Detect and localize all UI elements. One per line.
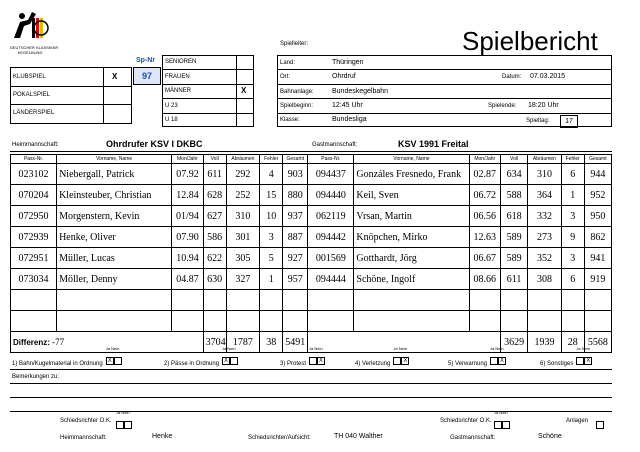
check-boxes (309, 346, 325, 370)
guest-fehler-cell: 3 (561, 248, 584, 269)
guest-gesamt-cell (584, 311, 611, 332)
nein-label: Nein (111, 346, 120, 351)
home-fehler-cell: 5 (260, 248, 283, 269)
col-monjahr: Mon/Jahr (172, 155, 203, 164)
table-row (11, 164, 612, 185)
ja-label: Ja (116, 410, 121, 415)
ja-label: Ja (309, 346, 314, 351)
dkbc-logo (10, 8, 59, 55)
table-row (11, 227, 612, 248)
gast-team: KSV 1991 Freital (398, 139, 469, 149)
home-monjahr-cell (172, 290, 203, 311)
home-fehler-cell: 15 (260, 185, 283, 206)
footer-ja-nein-left (116, 410, 130, 415)
guest-passnr-cell: 062119 (308, 206, 354, 227)
home-name-cell: Möller, Denny (57, 269, 172, 290)
guest-passnr-cell: 094440 (308, 185, 354, 206)
home-gesamt-cell: 937 (283, 206, 308, 227)
home-passnr-cell (11, 311, 57, 332)
home-abr-cell: 252 (226, 185, 260, 206)
check-item (12, 346, 122, 370)
col-abr-guest: Abräumen (528, 155, 562, 164)
guest-voll-cell: 618 (500, 206, 527, 227)
col-abr: Abräumen (226, 155, 260, 164)
table-row (11, 248, 612, 269)
klasse-label: Klasse: (280, 117, 300, 123)
datum-label: Datum: (502, 74, 522, 80)
home-passnr-cell (11, 290, 57, 311)
home-voll-cell: 622 (203, 248, 226, 269)
nein-label: Nein (314, 346, 323, 351)
schiri2-ja-checkbox[interactable] (494, 421, 502, 429)
guest-abr-cell: 273 (528, 227, 562, 248)
nein-label: Nein (227, 346, 236, 351)
nein-label: Nein (398, 346, 407, 351)
guest-fehler-cell: 9 (561, 227, 584, 248)
col-fehler-guest: Fehler (561, 155, 584, 164)
check-ja-checkbox[interactable] (490, 357, 498, 365)
check-ja-checkbox[interactable]: X (107, 357, 112, 364)
guest-monjahr-cell (469, 311, 500, 332)
ort-value: Ohrdruf (332, 73, 356, 80)
check-boxes (576, 346, 592, 370)
spielbeginn-value: 12:45 Uhr (332, 102, 363, 109)
table-row (11, 185, 612, 206)
col-fehler: Fehler (260, 155, 283, 164)
home-monjahr-cell: 04.87 (172, 269, 203, 290)
guest-gesamt-cell: 941 (584, 248, 611, 269)
spieltag-box (560, 115, 578, 128)
col-name-guest: Vorname, Name (354, 155, 469, 164)
guest-monjahr-cell: 06.72 (469, 185, 500, 206)
check-item (448, 346, 506, 370)
check-ja-checkbox[interactable] (393, 357, 401, 365)
guest-gesamt-cell: 919 (584, 269, 611, 290)
home-voll-cell: 630 (203, 269, 226, 290)
ja-nein-label (393, 346, 407, 351)
ja-nein-label (490, 346, 504, 351)
guest-name-cell: Gotthardt, Jörg (354, 248, 469, 269)
home-monjahr-cell: 12.84 (172, 185, 203, 206)
guest-voll-cell: 588 (500, 185, 527, 206)
check-boxes (105, 346, 122, 370)
class-maenner-mark: X (241, 86, 247, 95)
home-gesamt-cell: 880 (283, 185, 308, 206)
guest-fehler-cell: 6 (561, 164, 584, 185)
home-gesamt-cell: 957 (283, 269, 308, 290)
ja-label: Ja (105, 346, 110, 351)
home-voll-cell: 627 (203, 206, 226, 227)
guest-total-gesamt: 5568 (584, 332, 611, 353)
guest-gesamt-cell: 950 (584, 206, 611, 227)
check-nein-checkbox[interactable]: X (319, 357, 324, 364)
nein-label: Nein (499, 410, 508, 415)
guest-abr-cell: 352 (528, 248, 562, 269)
guest-name-cell (354, 290, 469, 311)
bahnanlage-label: Bahnanlage: (280, 89, 314, 95)
home-passnr-cell: 023102 (11, 164, 57, 185)
home-fehler-cell: 10 (260, 206, 283, 227)
col-name: Vorname, Name (57, 155, 172, 164)
col-gesamt-guest: Gesamt (584, 155, 611, 164)
footer-ja-nein-right (494, 410, 508, 415)
check-label: 1) Bahn/Kugelmaterial in Ordnung (12, 361, 103, 367)
guest-monjahr-cell: 08.66 (469, 269, 500, 290)
schiri-ja-checkbox[interactable] (116, 421, 124, 429)
ja-label: Ja (576, 346, 581, 351)
home-abr-cell: 292 (226, 164, 260, 185)
table-row (11, 311, 612, 332)
guest-passnr-cell: 001569 (308, 248, 354, 269)
diff-value: -77 (52, 337, 65, 347)
home-voll-cell: 628 (203, 185, 226, 206)
footer-boxes-left (116, 416, 132, 434)
home-abr-cell: 305 (226, 248, 260, 269)
check-item (540, 346, 592, 370)
home-voll-cell: 611 (203, 164, 226, 185)
guest-gesamt-cell (584, 290, 611, 311)
home-abr-cell: 327 (226, 269, 260, 290)
home-fehler-cell (260, 290, 283, 311)
check-label: 3) Protest (280, 361, 307, 367)
home-voll-cell (203, 311, 226, 332)
guest-name-cell: Knöpchen, Mirko (354, 227, 469, 248)
datum-value: 07.03.2015 (530, 73, 566, 80)
guest-gesamt-cell: 862 (584, 227, 611, 248)
table-header (11, 155, 612, 164)
check-nein-checkbox[interactable] (230, 357, 238, 365)
guest-fehler-cell: 3 (561, 206, 584, 227)
check-ja-checkbox[interactable] (576, 357, 584, 365)
check-nein-checkbox[interactable]: X (403, 357, 408, 364)
home-passnr-cell: 073034 (11, 269, 57, 290)
kegler-logo-icon (10, 8, 50, 40)
guest-abr-cell: 364 (528, 185, 562, 206)
guest-passnr-cell: 094444 (308, 269, 354, 290)
class-frauen: FRAUEN (165, 74, 190, 80)
table-row (11, 269, 612, 290)
check-item (164, 346, 238, 370)
guest-name-cell: Keil, Sven (354, 185, 469, 206)
col-voll: Voll (203, 155, 226, 164)
bahnanlage-value: Bundeskegelbahn (332, 88, 389, 95)
ja-label: Ja (490, 346, 495, 351)
anlagen-checkbox[interactable] (596, 421, 604, 429)
home-gesamt-cell: 927 (283, 248, 308, 269)
footer-heim-sig: Henke (152, 433, 173, 440)
check-label: 5) Verwarnung (448, 361, 488, 367)
class-u23: U 23 (165, 103, 178, 109)
check-ja-checkbox[interactable]: X (224, 357, 229, 364)
guest-gesamt-cell: 944 (584, 164, 611, 185)
footer-gast-label: Gastmannschaft: (450, 435, 496, 441)
guest-voll-cell: 589 (500, 227, 527, 248)
home-abr-cell (226, 311, 260, 332)
guest-voll-cell (500, 311, 527, 332)
home-total-abr: 1787 (226, 332, 260, 353)
spielleiter-label: Spielleiter: (280, 41, 309, 47)
guest-fehler-cell (561, 290, 584, 311)
guest-passnr-cell (308, 290, 354, 311)
footer-gast-sig: Schöne (538, 433, 562, 440)
schiri-nein-checkbox[interactable] (124, 421, 132, 429)
home-monjahr-cell: 01/94 (172, 206, 203, 227)
guest-gesamt-cell: 952 (584, 185, 611, 206)
check-label: 6) Sonstiges (540, 361, 574, 367)
schiri-ok-left: Schiedsrichter O.K. (60, 418, 112, 424)
guest-monjahr-cell: 12.63 (469, 227, 500, 248)
guest-passnr-cell: 094437 (308, 164, 354, 185)
guest-abr-cell (528, 311, 562, 332)
home-name-cell: Morgenstern, Kevin (57, 206, 172, 227)
guest-monjahr-cell: 06.56 (469, 206, 500, 227)
guest-abr-cell (528, 290, 562, 311)
check-ja-checkbox[interactable] (309, 357, 317, 365)
spnr-value: 97 (141, 71, 152, 81)
home-name-cell: Kleinsteuber, Christian (57, 185, 172, 206)
bemerkungen-label: Bemerkungen zu: (12, 374, 60, 380)
guest-voll-cell: 589 (500, 248, 527, 269)
home-passnr-cell: 070204 (11, 185, 57, 206)
table-row (11, 206, 612, 227)
home-abr-cell (226, 290, 260, 311)
col-monjahr-guest: Mon/Jahr (469, 155, 500, 164)
ja-nein-label (222, 346, 236, 351)
check-item (280, 346, 325, 370)
home-total-fehler: 38 (260, 332, 283, 353)
home-gesamt-cell (283, 311, 308, 332)
guest-monjahr-cell (469, 290, 500, 311)
ja-nein-label (576, 346, 590, 351)
klasse-value: Bundesliga (332, 116, 367, 123)
home-abr-cell: 310 (226, 206, 260, 227)
class-senioren: SENIOREN (165, 59, 197, 65)
land-label: Land: (280, 60, 296, 66)
spielende-label: Spielende: (488, 103, 517, 109)
check-item (355, 346, 409, 370)
guest-abr-cell: 308 (528, 269, 562, 290)
logo-text-1: DEUTSCHER KLASSIKER (10, 45, 59, 50)
home-monjahr-cell (172, 311, 203, 332)
guest-total-fehler: 28 (561, 332, 584, 353)
guest-total-abr: 1939 (528, 332, 562, 353)
type-klubspiel-mark: X (112, 72, 118, 81)
guest-monjahr-cell: 06.67 (469, 248, 500, 269)
gast-label: Gastmannschaft: (312, 142, 358, 148)
spielbeginn-label: Spielbeginn: (280, 103, 314, 109)
footer-heim-label: Heimmannschaft: (60, 435, 107, 441)
footer-boxes-right (494, 416, 510, 434)
home-passnr-cell: 072939 (11, 227, 57, 248)
guest-name-cell: Schöne, Ingolf (354, 269, 469, 290)
guest-passnr-cell: 094442 (308, 227, 354, 248)
table-row (11, 290, 612, 311)
nein-label: Nein (581, 346, 590, 351)
ja-nein-label (309, 346, 323, 351)
class-maenner: MÄNNER (165, 88, 192, 94)
home-passnr-cell: 072951 (11, 248, 57, 269)
heim-label: Heimmannschaft: (12, 142, 59, 148)
home-total-gesamt: 5491 (283, 332, 308, 353)
type-pokalspiel: POKALSPIEL (13, 92, 51, 98)
guest-fehler-cell (561, 311, 584, 332)
footer-aufsicht-label: Schiedsrichter/Aufsicht: (248, 435, 311, 441)
check-nein-checkbox[interactable] (114, 357, 122, 365)
guest-voll-cell: 634 (500, 164, 527, 185)
home-gesamt-cell: 903 (283, 164, 308, 185)
guest-fehler-cell: 6 (561, 269, 584, 290)
home-total-voll: 3704 (203, 332, 226, 353)
guest-voll-cell (500, 290, 527, 311)
home-fehler-cell: 4 (260, 164, 283, 185)
check-boxes (222, 346, 238, 370)
home-gesamt-cell: 887 (283, 227, 308, 248)
check-label: 4) Verletzung (355, 361, 391, 367)
guest-fehler-cell: 1 (561, 185, 584, 206)
home-name-cell: Müller, Lucas (57, 248, 172, 269)
land-value: Thüringen (332, 59, 364, 66)
class-u18: U 18 (165, 117, 178, 123)
guest-name-cell: Gonzáles Fresnedo, Frank (354, 164, 469, 185)
player-table (10, 154, 612, 353)
home-voll-cell (203, 290, 226, 311)
schiri-ok-right: Schiedsrichter O.K. (440, 418, 492, 424)
guest-abr-cell: 332 (528, 206, 562, 227)
home-name-cell: Niebergall, Patrick (57, 164, 172, 185)
guest-name-cell: Vrsan, Martin (354, 206, 469, 227)
col-passnr: Pass-Nr. (11, 155, 57, 164)
home-abr-cell: 301 (226, 227, 260, 248)
nein-label: Nein (495, 346, 504, 351)
ja-label: Ja (222, 346, 227, 351)
guest-monjahr-cell: 02.87 (469, 164, 500, 185)
schiri2-nein-checkbox[interactable] (502, 421, 510, 429)
home-name-cell (57, 290, 172, 311)
home-passnr-cell: 072950 (11, 206, 57, 227)
type-laenderspiel: LÄNDERSPIEL (13, 110, 55, 116)
heim-team: Ohrdrufer KSV I DKBC (106, 139, 203, 149)
check-label: 2) Pässe in Ordnung (164, 361, 220, 367)
col-voll-guest: Voll (500, 155, 527, 164)
home-fehler-cell (260, 311, 283, 332)
spnr-label: Sp-Nr (136, 57, 156, 64)
nein-label: Nein (121, 410, 130, 415)
check-boxes (490, 346, 506, 370)
home-fehler-cell: 3 (260, 227, 283, 248)
anlagen-box (596, 416, 604, 434)
home-gesamt-cell (283, 290, 308, 311)
guest-name-cell (354, 311, 469, 332)
home-name-cell: Henke, Oliver (57, 227, 172, 248)
ja-label: Ja (494, 410, 499, 415)
guest-abr-cell: 310 (528, 164, 562, 185)
col-passnr-guest: Pass-Nr. (308, 155, 354, 164)
check-nein-checkbox[interactable]: X (586, 357, 591, 364)
check-boxes (393, 346, 409, 370)
home-monjahr-cell: 10.94 (172, 248, 203, 269)
ja-label: Ja (393, 346, 398, 351)
page-title: Spielbericht (462, 26, 598, 56)
home-monjahr-cell: 07.92 (172, 164, 203, 185)
check-nein-checkbox[interactable]: X (500, 357, 505, 364)
ort-label: Ort: (280, 74, 290, 80)
home-voll-cell: 586 (203, 227, 226, 248)
guest-voll-cell: 611 (500, 269, 527, 290)
footer-aufsicht-sig: TH 040 Walther (334, 433, 383, 440)
logo-text-2: KEGELBUND (17, 50, 43, 55)
spielende-value: 18:20 Uhr (528, 102, 559, 109)
anlagen-label: Anlagen (566, 418, 589, 424)
diff-label: Differenz: (13, 338, 50, 347)
type-klubspiel: KLUBSPIEL (13, 74, 46, 80)
spieltag-label: Spieltag: (526, 118, 550, 124)
guest-passnr-cell (308, 311, 354, 332)
home-monjahr-cell: 07.90 (172, 227, 203, 248)
spnr-box (133, 67, 161, 85)
ja-nein-label (106, 346, 120, 351)
guest-total-voll: 3629 (500, 332, 527, 353)
home-name-cell (57, 311, 172, 332)
spieltag-value: 17 (565, 118, 573, 125)
home-fehler-cell: 1 (260, 269, 283, 290)
col-gesamt: Gesamt (283, 155, 308, 164)
